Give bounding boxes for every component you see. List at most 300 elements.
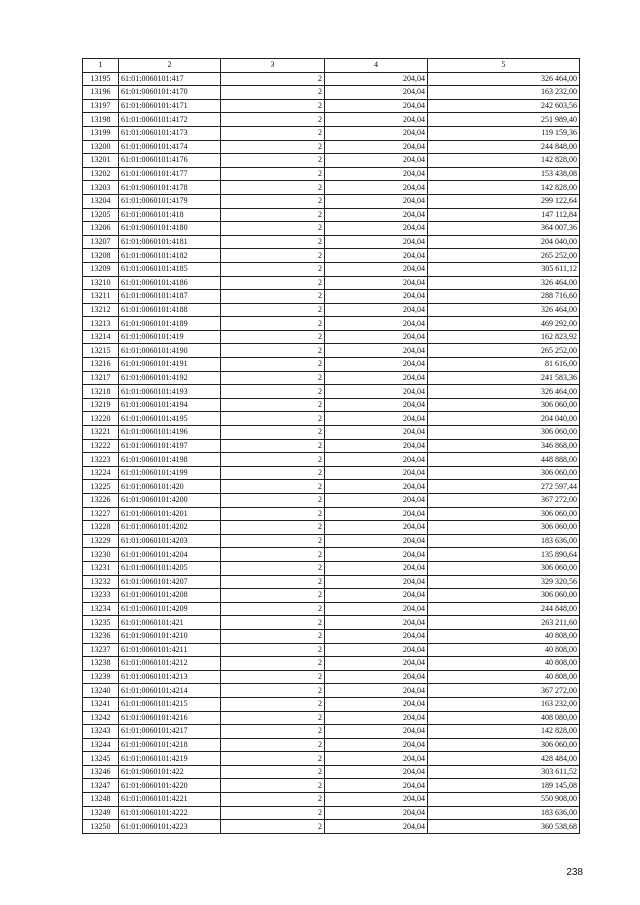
row-number-cell: 13213: [83, 317, 119, 331]
count-cell: 2: [221, 398, 325, 412]
rate-cell: 204,04: [325, 765, 428, 779]
table-row: [83, 303, 580, 317]
count-cell: 2: [221, 140, 325, 154]
cadastral-number-cell: 61:01:0060101:4215: [119, 697, 221, 711]
cadastral-number-cell: 61:01:0060101:4210: [119, 629, 221, 643]
row-number-cell: 13226: [83, 494, 119, 508]
header-cell: 3: [221, 59, 325, 73]
rate-cell: 204,04: [325, 317, 428, 331]
row-number-cell: 13216: [83, 358, 119, 372]
row-number-cell: 13206: [83, 222, 119, 236]
rate-cell: 204,04: [325, 561, 428, 575]
count-cell: 2: [221, 480, 325, 494]
count-cell: 2: [221, 72, 325, 86]
rate-cell: 204,04: [325, 385, 428, 399]
count-cell: 2: [221, 262, 325, 276]
table-row: [83, 779, 580, 793]
count-cell: 2: [221, 276, 325, 290]
table-row: [83, 140, 580, 154]
table-row: [83, 371, 580, 385]
amount-cell: 147 112,84: [428, 208, 580, 222]
rate-cell: 204,04: [325, 181, 428, 195]
count-cell: 2: [221, 643, 325, 657]
cadastral-number-cell: 61:01:0060101:421: [119, 616, 221, 630]
rate-cell: 204,04: [325, 303, 428, 317]
cadastral-number-cell: 61:01:0060101:4211: [119, 643, 221, 657]
row-number-cell: 13209: [83, 262, 119, 276]
row-number-cell: 13245: [83, 752, 119, 766]
rate-cell: 204,04: [325, 167, 428, 181]
data-table: [82, 58, 580, 834]
row-number-cell: 13204: [83, 194, 119, 208]
rate-cell: 204,04: [325, 398, 428, 412]
amount-cell: 306 060,00: [428, 738, 580, 752]
row-number-cell: 13230: [83, 548, 119, 562]
table-row: [83, 738, 580, 752]
count-cell: 2: [221, 249, 325, 263]
amount-cell: 303 611,52: [428, 765, 580, 779]
cadastral-number-cell: 61:01:0060101:4220: [119, 779, 221, 793]
table-row: [83, 276, 580, 290]
amount-cell: 306 060,00: [428, 426, 580, 440]
cadastral-number-cell: 61:01:0060101:4181: [119, 235, 221, 249]
table-row: [83, 398, 580, 412]
amount-cell: 305 611,12: [428, 262, 580, 276]
amount-cell: 329 320,56: [428, 575, 580, 589]
row-number-cell: 13218: [83, 385, 119, 399]
rate-cell: 204,04: [325, 208, 428, 222]
amount-cell: 183 636,00: [428, 806, 580, 820]
row-number-cell: 13225: [83, 480, 119, 494]
table-row: [83, 480, 580, 494]
count-cell: 2: [221, 548, 325, 562]
table-row: [83, 657, 580, 671]
count-cell: 2: [221, 711, 325, 725]
row-number-cell: 13197: [83, 99, 119, 113]
rate-cell: 204,04: [325, 697, 428, 711]
amount-cell: 306 060,00: [428, 589, 580, 603]
cadastral-number-cell: 61:01:0060101:4170: [119, 86, 221, 100]
table-row: [83, 684, 580, 698]
rate-cell: 204,04: [325, 466, 428, 480]
header-cell: 4: [325, 59, 428, 73]
rate-cell: 204,04: [325, 534, 428, 548]
rate-cell: 204,04: [325, 290, 428, 304]
table-row: [83, 548, 580, 562]
count-cell: 2: [221, 602, 325, 616]
amount-cell: 142 828,00: [428, 181, 580, 195]
rate-cell: 204,04: [325, 235, 428, 249]
rate-cell: 204,04: [325, 602, 428, 616]
rate-cell: 204,04: [325, 779, 428, 793]
rate-cell: 204,04: [325, 657, 428, 671]
rate-cell: 204,04: [325, 548, 428, 562]
row-number-cell: 13210: [83, 276, 119, 290]
rate-cell: 204,04: [325, 494, 428, 508]
rate-cell: 204,04: [325, 616, 428, 630]
table-row: [83, 181, 580, 195]
amount-cell: 244 848,00: [428, 602, 580, 616]
table-row: [83, 290, 580, 304]
amount-cell: 306 060,00: [428, 507, 580, 521]
table-row: [83, 697, 580, 711]
rate-cell: 204,04: [325, 412, 428, 426]
table-row: [83, 725, 580, 739]
rate-cell: 204,04: [325, 249, 428, 263]
table-row: [83, 330, 580, 344]
count-cell: 2: [221, 181, 325, 195]
amount-cell: 306 060,00: [428, 466, 580, 480]
amount-cell: 204 040,00: [428, 235, 580, 249]
table-row: [83, 521, 580, 535]
cadastral-number-cell: 61:01:0060101:4193: [119, 385, 221, 399]
table-row: [83, 167, 580, 181]
cadastral-number-cell: 61:01:0060101:418: [119, 208, 221, 222]
row-number-cell: 13196: [83, 86, 119, 100]
amount-cell: 306 060,00: [428, 561, 580, 575]
rate-cell: 204,04: [325, 806, 428, 820]
amount-cell: 272 597,44: [428, 480, 580, 494]
rate-cell: 204,04: [325, 262, 428, 276]
cadastral-number-cell: 61:01:0060101:4201: [119, 507, 221, 521]
amount-cell: 81 616,00: [428, 358, 580, 372]
amount-cell: 306 060,00: [428, 521, 580, 535]
cadastral-number-cell: 61:01:0060101:4174: [119, 140, 221, 154]
row-number-cell: 13203: [83, 181, 119, 195]
count-cell: 2: [221, 589, 325, 603]
cadastral-number-cell: 61:01:0060101:4198: [119, 453, 221, 467]
row-number-cell: 13247: [83, 779, 119, 793]
row-number-cell: 13241: [83, 697, 119, 711]
table-row: [83, 765, 580, 779]
amount-cell: 550 908,00: [428, 793, 580, 807]
cadastral-number-cell: 61:01:0060101:4182: [119, 249, 221, 263]
row-number-cell: 13242: [83, 711, 119, 725]
row-number-cell: 13220: [83, 412, 119, 426]
rate-cell: 204,04: [325, 113, 428, 127]
count-cell: 2: [221, 616, 325, 630]
table-row: [83, 752, 580, 766]
rate-cell: 204,04: [325, 684, 428, 698]
rate-cell: 204,04: [325, 643, 428, 657]
table-row: [83, 86, 580, 100]
cadastral-number-cell: 61:01:0060101:4202: [119, 521, 221, 535]
table-row: [83, 494, 580, 508]
count-cell: 2: [221, 99, 325, 113]
cadastral-number-cell: 61:01:0060101:4189: [119, 317, 221, 331]
table-row: [83, 426, 580, 440]
amount-cell: 163 232,00: [428, 86, 580, 100]
rate-cell: 204,04: [325, 86, 428, 100]
table-row: [83, 99, 580, 113]
cadastral-number-cell: 61:01:0060101:4186: [119, 276, 221, 290]
page-number: 238: [566, 867, 583, 878]
row-number-cell: 13219: [83, 398, 119, 412]
count-cell: 2: [221, 657, 325, 671]
rate-cell: 204,04: [325, 194, 428, 208]
table-row: [83, 507, 580, 521]
table-header-row: [83, 59, 580, 73]
amount-cell: 40 808,00: [428, 670, 580, 684]
row-number-cell: 13211: [83, 290, 119, 304]
table-row: [83, 643, 580, 657]
table-row: [83, 466, 580, 480]
row-number-cell: 13222: [83, 439, 119, 453]
row-number-cell: 13221: [83, 426, 119, 440]
row-number-cell: 13199: [83, 126, 119, 140]
table-row: [83, 670, 580, 684]
table-row: [83, 561, 580, 575]
cadastral-number-cell: 61:01:0060101:4185: [119, 262, 221, 276]
cadastral-number-cell: 61:01:0060101:417: [119, 72, 221, 86]
table-row: [83, 72, 580, 86]
table-body: [83, 59, 580, 834]
row-number-cell: 13243: [83, 725, 119, 739]
rate-cell: 204,04: [325, 752, 428, 766]
row-number-cell: 13207: [83, 235, 119, 249]
count-cell: 2: [221, 426, 325, 440]
cadastral-number-cell: 61:01:0060101:4217: [119, 725, 221, 739]
table-row: [83, 222, 580, 236]
cadastral-number-cell: 61:01:0060101:422: [119, 765, 221, 779]
header-cell: 2: [119, 59, 221, 73]
header-cell: 5: [428, 59, 580, 73]
amount-cell: 251 989,40: [428, 113, 580, 127]
count-cell: 2: [221, 793, 325, 807]
cadastral-number-cell: 61:01:0060101:4177: [119, 167, 221, 181]
cadastral-number-cell: 61:01:0060101:4221: [119, 793, 221, 807]
amount-cell: 306 060,00: [428, 398, 580, 412]
rate-cell: 204,04: [325, 426, 428, 440]
count-cell: 2: [221, 385, 325, 399]
amount-cell: 244 848,00: [428, 140, 580, 154]
count-cell: 2: [221, 412, 325, 426]
amount-cell: 241 583,36: [428, 371, 580, 385]
cadastral-number-cell: 61:01:0060101:4216: [119, 711, 221, 725]
cadastral-number-cell: 61:01:0060101:4219: [119, 752, 221, 766]
amount-cell: 428 484,00: [428, 752, 580, 766]
row-number-cell: 13237: [83, 643, 119, 657]
rate-cell: 204,04: [325, 439, 428, 453]
rate-cell: 204,04: [325, 820, 428, 834]
row-number-cell: 13249: [83, 806, 119, 820]
amount-cell: 40 808,00: [428, 643, 580, 657]
table-row: [83, 208, 580, 222]
table-row: [83, 194, 580, 208]
cadastral-number-cell: 61:01:0060101:4179: [119, 194, 221, 208]
row-number-cell: 13228: [83, 521, 119, 535]
table-row: [83, 154, 580, 168]
row-number-cell: 13248: [83, 793, 119, 807]
table-row: [83, 344, 580, 358]
count-cell: 2: [221, 670, 325, 684]
amount-cell: 153 438,08: [428, 167, 580, 181]
rate-cell: 204,04: [325, 453, 428, 467]
count-cell: 2: [221, 534, 325, 548]
count-cell: 2: [221, 697, 325, 711]
row-number-cell: 13231: [83, 561, 119, 575]
cadastral-number-cell: 61:01:0060101:4195: [119, 412, 221, 426]
count-cell: 2: [221, 820, 325, 834]
cadastral-number-cell: 61:01:0060101:4207: [119, 575, 221, 589]
table-row: [83, 793, 580, 807]
amount-cell: 448 888,00: [428, 453, 580, 467]
table-row: [83, 806, 580, 820]
cadastral-number-cell: 61:01:0060101:4209: [119, 602, 221, 616]
amount-cell: 163 232,00: [428, 697, 580, 711]
amount-cell: 265 252,00: [428, 249, 580, 263]
amount-cell: 40 808,00: [428, 629, 580, 643]
cadastral-number-cell: 61:01:0060101:4180: [119, 222, 221, 236]
row-number-cell: 13236: [83, 629, 119, 643]
count-cell: 2: [221, 330, 325, 344]
amount-cell: 364 007,36: [428, 222, 580, 236]
rate-cell: 204,04: [325, 711, 428, 725]
row-number-cell: 13212: [83, 303, 119, 317]
table-row: [83, 385, 580, 399]
count-cell: 2: [221, 208, 325, 222]
count-cell: 2: [221, 222, 325, 236]
count-cell: 2: [221, 86, 325, 100]
count-cell: 2: [221, 575, 325, 589]
table-row: [83, 820, 580, 834]
count-cell: 2: [221, 507, 325, 521]
amount-cell: 326 464,00: [428, 303, 580, 317]
count-cell: 2: [221, 194, 325, 208]
cadastral-number-cell: 61:01:0060101:4191: [119, 358, 221, 372]
table-row: [83, 711, 580, 725]
count-cell: 2: [221, 521, 325, 535]
cadastral-number-cell: 61:01:0060101:4199: [119, 466, 221, 480]
rate-cell: 204,04: [325, 629, 428, 643]
row-number-cell: 13238: [83, 657, 119, 671]
rate-cell: 204,04: [325, 154, 428, 168]
amount-cell: 40 808,00: [428, 657, 580, 671]
count-cell: 2: [221, 453, 325, 467]
amount-cell: 367 272,00: [428, 684, 580, 698]
table-row: [83, 589, 580, 603]
amount-cell: 408 080,00: [428, 711, 580, 725]
cadastral-number-cell: 61:01:0060101:4178: [119, 181, 221, 195]
rate-cell: 204,04: [325, 344, 428, 358]
rate-cell: 204,04: [325, 140, 428, 154]
row-number-cell: 13205: [83, 208, 119, 222]
table-row: [83, 249, 580, 263]
cadastral-number-cell: 61:01:0060101:4188: [119, 303, 221, 317]
amount-cell: 299 122,64: [428, 194, 580, 208]
row-number-cell: 13234: [83, 602, 119, 616]
cadastral-number-cell: 61:01:0060101:419: [119, 330, 221, 344]
count-cell: 2: [221, 344, 325, 358]
table-row: [83, 616, 580, 630]
header-cell: 1: [83, 59, 119, 73]
cadastral-number-cell: 61:01:0060101:4223: [119, 820, 221, 834]
cadastral-number-cell: 61:01:0060101:4192: [119, 371, 221, 385]
rate-cell: 204,04: [325, 126, 428, 140]
count-cell: 2: [221, 371, 325, 385]
rate-cell: 204,04: [325, 589, 428, 603]
rate-cell: 204,04: [325, 793, 428, 807]
row-number-cell: 13235: [83, 616, 119, 630]
count-cell: 2: [221, 806, 325, 820]
cadastral-number-cell: 61:01:0060101:4176: [119, 154, 221, 168]
count-cell: 2: [221, 684, 325, 698]
amount-cell: 242 603,56: [428, 99, 580, 113]
amount-cell: 326 464,00: [428, 276, 580, 290]
row-number-cell: 13195: [83, 72, 119, 86]
table-row: [83, 262, 580, 276]
table-row: [83, 412, 580, 426]
row-number-cell: 13202: [83, 167, 119, 181]
cadastral-number-cell: 61:01:0060101:4171: [119, 99, 221, 113]
amount-cell: 119 159,36: [428, 126, 580, 140]
rate-cell: 204,04: [325, 72, 428, 86]
table-row: [83, 575, 580, 589]
amount-cell: 367 272,00: [428, 494, 580, 508]
cadastral-number-cell: 61:01:0060101:4172: [119, 113, 221, 127]
count-cell: 2: [221, 358, 325, 372]
row-number-cell: 13229: [83, 534, 119, 548]
cadastral-number-cell: 61:01:0060101:4173: [119, 126, 221, 140]
row-number-cell: 13223: [83, 453, 119, 467]
count-cell: 2: [221, 752, 325, 766]
rate-cell: 204,04: [325, 507, 428, 521]
cadastral-number-cell: 61:01:0060101:420: [119, 480, 221, 494]
row-number-cell: 13244: [83, 738, 119, 752]
row-number-cell: 13246: [83, 765, 119, 779]
count-cell: 2: [221, 738, 325, 752]
rate-cell: 204,04: [325, 99, 428, 113]
cadastral-number-cell: 61:01:0060101:4213: [119, 670, 221, 684]
row-number-cell: 13224: [83, 466, 119, 480]
table-row: [83, 317, 580, 331]
table-row: [83, 629, 580, 643]
count-cell: 2: [221, 561, 325, 575]
amount-cell: 204 040,00: [428, 412, 580, 426]
cadastral-number-cell: 61:01:0060101:4204: [119, 548, 221, 562]
cadastral-number-cell: 61:01:0060101:4197: [119, 439, 221, 453]
count-cell: 2: [221, 303, 325, 317]
amount-cell: 360 538,68: [428, 820, 580, 834]
amount-cell: 183 636,00: [428, 534, 580, 548]
row-number-cell: 13200: [83, 140, 119, 154]
rate-cell: 204,04: [325, 725, 428, 739]
cadastral-number-cell: 61:01:0060101:4205: [119, 561, 221, 575]
row-number-cell: 13227: [83, 507, 119, 521]
amount-cell: 265 252,00: [428, 344, 580, 358]
rate-cell: 204,04: [325, 480, 428, 494]
amount-cell: 135 890,64: [428, 548, 580, 562]
amount-cell: 326 464,00: [428, 385, 580, 399]
cadastral-number-cell: 61:01:0060101:4208: [119, 589, 221, 603]
rate-cell: 204,04: [325, 222, 428, 236]
row-number-cell: 13240: [83, 684, 119, 698]
row-number-cell: 13233: [83, 589, 119, 603]
amount-cell: 263 211,60: [428, 616, 580, 630]
amount-cell: 346 868,00: [428, 439, 580, 453]
table-row: [83, 358, 580, 372]
count-cell: 2: [221, 235, 325, 249]
rate-cell: 204,04: [325, 330, 428, 344]
table-row: [83, 126, 580, 140]
table-row: [83, 453, 580, 467]
count-cell: 2: [221, 765, 325, 779]
count-cell: 2: [221, 725, 325, 739]
amount-cell: 142 828,00: [428, 725, 580, 739]
row-number-cell: 13232: [83, 575, 119, 589]
row-number-cell: 13201: [83, 154, 119, 168]
count-cell: 2: [221, 126, 325, 140]
